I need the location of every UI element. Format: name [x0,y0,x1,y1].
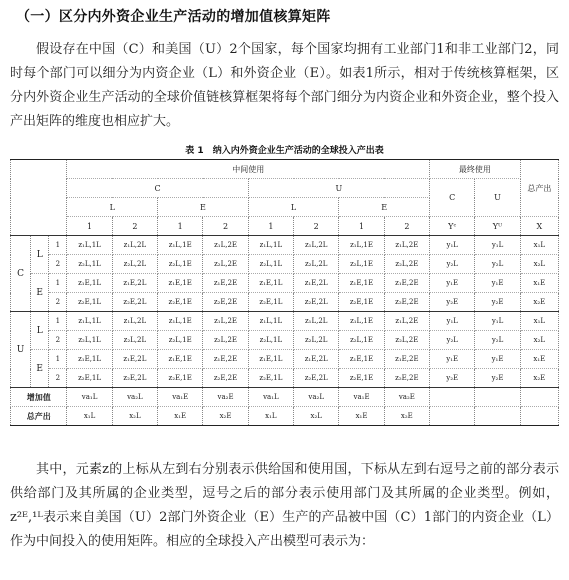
header-sector: 2 [112,217,157,236]
total-output-row [11,407,559,426]
header-yc: Yᶜ [430,217,475,236]
matrix-cell: z₁E,2L [112,350,157,369]
final-cell: y₂E [475,293,520,312]
final-cell: y₂E [430,293,475,312]
matrix-cell: z₁E,1E [158,274,203,293]
total-cell: x₂E [203,407,248,426]
explanation-paragraph: 其中，元素z的上标从左到右分别表示供给国和使用国，下标从左到右逗号之前的部分表示供给部门及其所属的企业类型，逗号之后的部分表示使用部门及其所属的企业类型。例如，z²ᴱ,¹ᴸ表示来自美国（U）2部门外资企业（E）生产的产品被中国（C）1部门的内资企业（L）作为中间投入的使用矩阵。相应的全球投入产出模型可表示为： [10,462,559,549]
table-row [11,274,559,293]
va-cell: va₂L [294,388,339,407]
matrix-cell: z₂E,1E [339,293,384,312]
final-cell: y₁L [430,312,475,331]
matrix-cell: z₂L,1E [158,255,203,274]
final-cell: y₁L [475,312,520,331]
row-type-e: E [31,274,49,312]
va-cell: va₁E [339,388,384,407]
io-table-wrapper [10,159,559,426]
matrix-cell: z₂L,1L [67,255,112,274]
row-sector: 1 [49,350,67,369]
header-final-use: 最终使用 [430,160,521,179]
final-cell: y₂L [430,331,475,350]
matrix-cell: z₁E,2L [294,350,339,369]
output-cell: x₁L [520,312,558,331]
table-row [11,236,559,255]
matrix-cell: z₁E,1L [248,274,293,293]
header-sector: 2 [384,217,429,236]
final-cell: y₁E [475,350,520,369]
section-heading: （一）区分内外资企业生产活动的增加值核算矩阵 [16,9,331,25]
matrix-cell: z₂E,2E [203,369,248,388]
final-cell: y₁E [430,350,475,369]
intro-paragraph: 假设存在中国（C）和美国（U）2个国家，每个国家均拥有工业部门1和非工业部门2，同时每个部门可以细分为内资企业（L）和外资企业（E）。如表1所示，相对于传统核算框架，区分内外资企业生产活动的全球价值链核算框架将每个部门细分为内资企业和外资企业，整个投入产出矩阵的维度也相应扩大。 [10,42,559,129]
matrix-cell: z₂E,1L [67,293,112,312]
total-cell: x₁E [158,407,203,426]
row-type-e: E [31,350,49,388]
header-sector: 2 [294,217,339,236]
matrix-cell: z₁L,1L [67,236,112,255]
header-row-2 [11,179,559,198]
matrix-cell: z₁E,1L [67,274,112,293]
matrix-cell: z₂L,2L [112,255,157,274]
matrix-cell: z₁E,2L [112,274,157,293]
row-sector: 2 [49,293,67,312]
va-cell: va₁E [158,388,203,407]
final-cell: y₂L [430,255,475,274]
row-sector: 1 [49,236,67,255]
output-cell: x₁E [520,274,558,293]
total-cell: x₂E [384,407,429,426]
matrix-cell: z₁E,2E [384,350,429,369]
row-sector: 2 [49,255,67,274]
matrix-cell: z₁L,1E [339,312,384,331]
va-cell: va₁L [248,388,293,407]
total-cell: x₁L [248,407,293,426]
matrix-cell: z₁L,2L [112,312,157,331]
header-u-l: L [248,198,339,217]
total-cell: x₂L [112,407,157,426]
header-row-1 [11,160,559,179]
matrix-cell: z₂E,2L [112,369,157,388]
matrix-cell: z₂E,2E [203,293,248,312]
final-cell: y₁L [430,236,475,255]
row-sector: 2 [49,369,67,388]
table-row [11,312,559,331]
matrix-cell: z₁L,2E [384,312,429,331]
output-cell: x₂L [520,255,558,274]
final-cell: y₂E [475,369,520,388]
matrix-cell: z₂L,1E [339,331,384,350]
final-cell: y₁E [430,274,475,293]
header-c-l: L [67,198,158,217]
matrix-cell: z₁L,2E [203,312,248,331]
header-sector: 1 [158,217,203,236]
header-final-u: U [475,179,520,217]
matrix-cell: z₁E,1E [339,274,384,293]
header-row-4 [11,217,559,236]
row-country-c: C [11,236,31,312]
table-row [11,331,559,350]
matrix-cell: z₁E,2L [294,274,339,293]
row-country-u: U [11,312,31,388]
total-cell: x₁E [339,407,384,426]
matrix-cell: z₂E,1E [158,293,203,312]
matrix-cell: z₁L,1E [158,312,203,331]
matrix-cell: z₂L,2E [384,255,429,274]
matrix-cell: z₁L,1L [248,236,293,255]
matrix-cell: z₁E,1L [248,350,293,369]
final-cell: y₂L [475,331,520,350]
row-sector: 1 [49,312,67,331]
matrix-cell: z₁E,2E [203,350,248,369]
matrix-cell: z₁L,1E [158,236,203,255]
empty-cell [475,407,520,426]
output-cell: x₂L [520,331,558,350]
final-cell: y₁E [475,274,520,293]
matrix-cell: z₂E,1E [158,369,203,388]
matrix-cell: z₁E,2E [384,274,429,293]
matrix-cell: z₁E,1E [339,350,384,369]
va-cell: va₂E [203,388,248,407]
table-row [11,255,559,274]
matrix-cell: z₁L,2E [203,236,248,255]
table-row [11,369,559,388]
matrix-cell: z₂E,2L [294,293,339,312]
row-sector: 1 [49,274,67,293]
matrix-cell: z₂L,2L [112,331,157,350]
matrix-cell: z₁L,2L [112,236,157,255]
empty-cell [520,388,558,407]
table-caption: 表 1 纳入内外资企业生产活动的全球投入产出表 [185,146,384,156]
matrix-cell: z₂E,2E [384,369,429,388]
matrix-cell: z₁L,2L [294,312,339,331]
final-cell: y₂L [475,255,520,274]
row-sector: 2 [49,331,67,350]
matrix-cell: z₂E,1L [67,369,112,388]
final-cell: y₂E [430,369,475,388]
header-sector: 1 [67,217,112,236]
matrix-cell: z₂E,2L [112,293,157,312]
total-cell: x₁L [67,407,112,426]
header-final-c: C [430,179,475,217]
output-cell: x₁E [520,350,558,369]
value-added-label: 增加值 [11,388,67,407]
va-cell: va₁L [67,388,112,407]
matrix-cell: z₁E,1E [158,350,203,369]
matrix-cell: z₁L,1E [339,236,384,255]
total-output-label: 总产出 [11,407,67,426]
final-cell: y₁L [475,236,520,255]
header-x: X [520,217,558,236]
va-cell: va₂L [112,388,157,407]
empty-cell [475,388,520,407]
matrix-cell: z₂E,1E [339,369,384,388]
empty-cell [520,407,558,426]
header-intermediate: 中间使用 [67,160,430,179]
empty-cell [430,407,475,426]
header-yu: Yᵁ [475,217,520,236]
output-cell: x₂E [520,369,558,388]
row-type-l: L [31,312,49,350]
header-sector: 2 [203,217,248,236]
output-cell: x₁L [520,236,558,255]
matrix-cell: z₁E,1L [67,350,112,369]
header-country-u: U [248,179,429,198]
table-row [11,293,559,312]
corner-cell [11,160,67,236]
matrix-cell: z₂L,2L [294,331,339,350]
matrix-cell: z₂L,1L [248,331,293,350]
table-row [11,350,559,369]
value-added-row [11,388,559,407]
header-country-c: C [67,179,248,198]
matrix-cell: z₂L,2E [384,331,429,350]
total-cell: x₂L [294,407,339,426]
matrix-cell: z₂E,1L [248,369,293,388]
matrix-cell: z₂L,1E [339,255,384,274]
header-sector: 1 [248,217,293,236]
header-c-e: E [158,198,249,217]
matrix-cell: z₂L,1L [248,255,293,274]
matrix-cell: z₂E,2E [384,293,429,312]
header-total-output: 总产出 [520,160,558,217]
matrix-cell: z₁L,2E [384,236,429,255]
matrix-cell: z₂E,2L [294,369,339,388]
empty-cell [430,388,475,407]
matrix-cell: z₂L,1L [67,331,112,350]
matrix-cell: z₁L,2L [294,236,339,255]
matrix-cell: z₁L,1L [248,312,293,331]
matrix-cell: z₂E,1L [248,293,293,312]
row-type-l: L [31,236,49,274]
matrix-cell: z₂L,1E [158,331,203,350]
matrix-cell: z₂L,2E [203,331,248,350]
matrix-cell: z₁E,2E [203,274,248,293]
header-u-e: E [339,198,430,217]
header-sector: 1 [339,217,384,236]
matrix-cell: z₂L,2L [294,255,339,274]
matrix-cell: z₂L,2E [203,255,248,274]
output-cell: x₂E [520,293,558,312]
matrix-cell: z₁L,1L [67,312,112,331]
va-cell: va₂E [384,388,429,407]
io-table [10,159,559,426]
